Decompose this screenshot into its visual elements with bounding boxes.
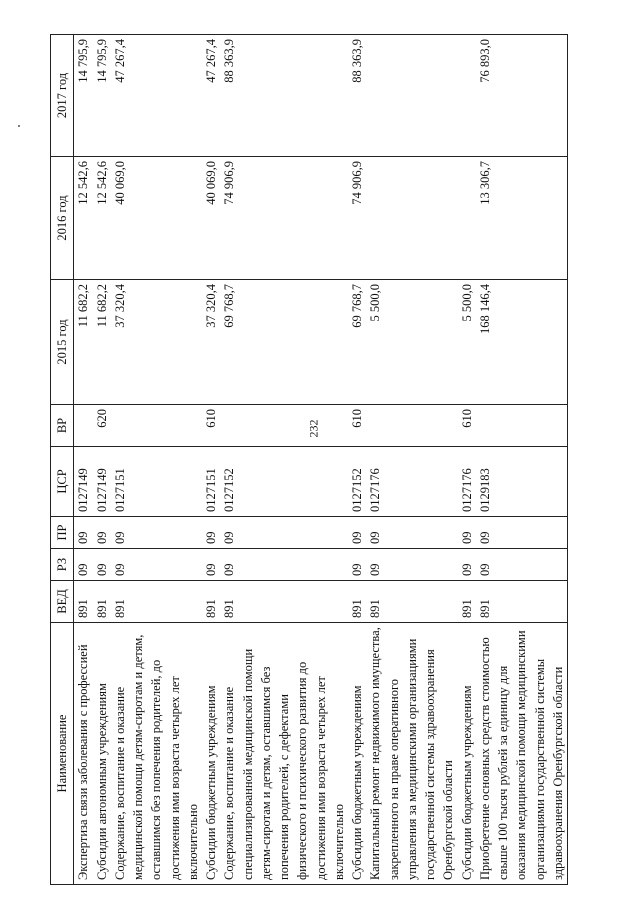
row-2016: 40 069,0	[202, 157, 220, 280]
row-rz: 09	[111, 549, 202, 581]
row-2016: 13 306,7	[476, 157, 568, 280]
row-rz: 09	[476, 549, 568, 581]
row-2017: 88 363,9	[348, 35, 366, 157]
row-pr: 09	[476, 517, 568, 549]
row-2015: 69 768,7	[348, 280, 366, 405]
page-number: 232	[306, 419, 321, 438]
row-vr	[220, 405, 348, 447]
row-vr: 610	[458, 405, 476, 447]
row-rz: 09	[220, 549, 348, 581]
row-2015: 37 320,4	[111, 280, 202, 405]
row-name: Субсидии автономным учреждениям	[93, 623, 111, 885]
table-row	[74, 35, 93, 885]
row-ved: 891	[93, 581, 111, 623]
row-2015: 11 682,2	[93, 280, 111, 405]
row-2016: 40 069,0	[111, 157, 202, 280]
row-ved: 891	[348, 581, 366, 623]
row-name: Субсидии бюджетным учреждениям	[202, 623, 220, 885]
row-csr: 0127149	[93, 447, 111, 517]
table-row	[111, 35, 202, 885]
row-vr: 620	[93, 405, 111, 447]
row-2017: 88 363,9	[220, 35, 348, 157]
row-vr	[74, 405, 93, 447]
header-2017: 2017 год	[51, 35, 74, 157]
header-name: Наименование	[51, 623, 74, 885]
row-2017	[458, 35, 476, 157]
row-2016	[458, 157, 476, 280]
row-2015: 37 320,4	[202, 280, 220, 405]
row-ved: 891	[111, 581, 202, 623]
row-2015: 5 500,0	[366, 280, 457, 405]
row-ved: 891	[74, 581, 93, 623]
header-ved: ВЕД	[51, 581, 74, 623]
header-csr: ЦСР	[51, 447, 74, 517]
row-name: Субсидии бюджетным учреждениям	[348, 623, 366, 885]
row-pr: 09	[74, 517, 93, 549]
row-vr	[111, 405, 202, 447]
row-2017: 14 795,9	[93, 35, 111, 157]
row-ved: 891	[366, 581, 457, 623]
header-2016: 2016 год	[51, 157, 74, 280]
row-2015: 11 682,2	[74, 280, 93, 405]
table-row	[476, 35, 568, 885]
row-rz: 09	[202, 549, 220, 581]
row-ved: 891	[220, 581, 348, 623]
row-rz: 09	[458, 549, 476, 581]
header-2015: 2015 год	[51, 280, 74, 405]
table-row	[366, 35, 457, 885]
row-csr: 0127176	[458, 447, 476, 517]
row-vr	[476, 405, 568, 447]
row-rz: 09	[366, 549, 457, 581]
row-name: Капитальный ремонт недвижимого имущества, закрепленного на праве оперативного управления за медицинскими организациями государственной системы здравоохранения Оренбургской области	[366, 623, 457, 885]
row-name: Субсидии бюджетным учреждениям	[458, 623, 476, 885]
row-csr: 0127152	[348, 447, 366, 517]
row-2017	[366, 35, 457, 157]
row-name: Приобретение основных средств стоимостью свыше 100 тысяч рублей за единицу для оказания медицинской помощи медицинскими организациями государственной системы здравоохранения Оренбургской области	[476, 623, 568, 885]
row-csr: 0127151	[202, 447, 220, 517]
row-vr: 610	[348, 405, 366, 447]
row-pr: 09	[93, 517, 111, 549]
table-row	[458, 35, 476, 885]
row-rz: 09	[93, 549, 111, 581]
header-rz: РЗ	[51, 549, 74, 581]
row-ved: 891	[476, 581, 568, 623]
row-2016: 74 906,9	[220, 157, 348, 280]
row-2017: 14 795,9	[74, 35, 93, 157]
row-2015: 168 146,4	[476, 280, 568, 405]
row-pr: 09	[202, 517, 220, 549]
row-2017: 47 267,4	[202, 35, 220, 157]
row-csr: 0127151	[111, 447, 202, 517]
scan-speck	[18, 125, 20, 127]
row-pr: 09	[220, 517, 348, 549]
row-name: Содержание, воспитание и оказание специализированной медицинской помощи детям-сиротам и детям, оставшимся без попечения родителей, с дефектами физического и психического развития до достижения ими возраста четырех лет включительно	[220, 623, 348, 885]
row-2016: 12 542,6	[93, 157, 111, 280]
row-rz: 09	[74, 549, 93, 581]
row-2016: 74 906,9	[348, 157, 366, 280]
row-2016: 12 542,6	[74, 157, 93, 280]
row-csr: 0127152	[220, 447, 348, 517]
row-name: Экспертиза связи заболевания с профессией	[74, 623, 93, 885]
row-vr: 610	[202, 405, 220, 447]
row-pr: 09	[458, 517, 476, 549]
row-2015: 69 768,7	[220, 280, 348, 405]
row-2016	[366, 157, 457, 280]
row-pr: 09	[366, 517, 457, 549]
row-2017: 76 893,0	[476, 35, 568, 157]
table-header-row	[51, 35, 74, 885]
table-row	[220, 35, 348, 885]
budget-table	[50, 34, 568, 885]
row-2017: 47 267,4	[111, 35, 202, 157]
row-ved: 891	[458, 581, 476, 623]
rotated-table-frame	[50, 35, 610, 885]
row-pr: 09	[111, 517, 202, 549]
header-pr: ПР	[51, 517, 74, 549]
row-vr	[366, 405, 457, 447]
table-row	[348, 35, 366, 885]
table-row	[202, 35, 220, 885]
row-csr: 0127149	[74, 447, 93, 517]
row-pr: 09	[348, 517, 366, 549]
row-csr: 0127176	[366, 447, 457, 517]
row-ved: 891	[202, 581, 220, 623]
header-vr: ВР	[51, 405, 74, 447]
row-name: Содержание, воспитание и оказание медицинской помощи детям-сиротам и детям, оставшимся без попечения родителей, до достижения ими возраста четырех лет включительно	[111, 623, 202, 885]
table-row	[93, 35, 111, 885]
row-rz: 09	[348, 549, 366, 581]
row-csr: 0129183	[476, 447, 568, 517]
row-2015: 5 500,0	[458, 280, 476, 405]
